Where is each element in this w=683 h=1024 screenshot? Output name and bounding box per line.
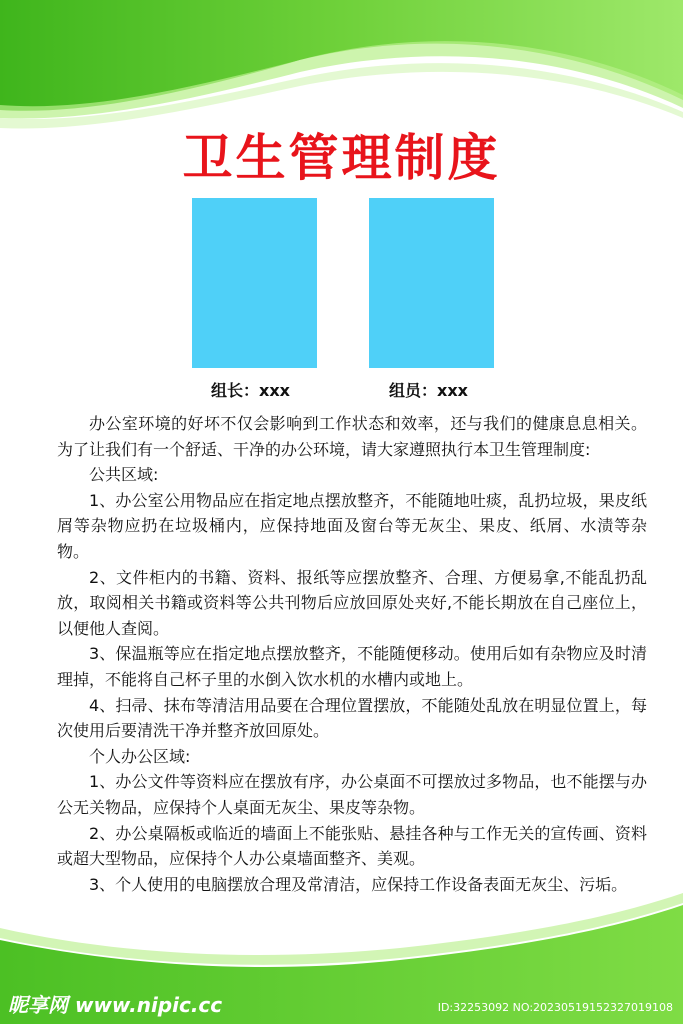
section-heading-public: 公共区域: xyxy=(89,465,159,485)
section-heading-personal: 个人办公区域: xyxy=(89,746,191,766)
public-rule-2: 2、文件柜内的书籍、资料、报纸等应摆放整齐、合理、方便易拿,不能乱扔乱放，取阅相关书籍或资料等公共刊物后应放回原处夹好,不能长期放在自己座位上，以便他人查阅。 xyxy=(57,567,647,638)
public-rule-4: 4、扫帚、抹布等清洁用品要在合理位置摆放，不能随处乱放在明显位置上，每次使用后要清洗干净并整齐放回原处。 xyxy=(57,695,647,741)
member-caption: 组员：xxx xyxy=(389,381,468,400)
public-rule-3: 3、保温瓶等应在指定地点摆放整齐，不能随便移动。使用后如有杂物应及时清理掉，不能将自己杯子里的水倒入饮水机的水槽内或地上。 xyxy=(57,644,647,689)
personal-rule-2: 2、办公桌隔板或临近的墙面上不能张贴、悬挂各种与工作无关的宣传画、资料或超大型物品，应保持个人办公桌墙面整齐、美观。 xyxy=(57,823,647,869)
leader-caption: 组长：xxx xyxy=(211,381,290,400)
leader-photo-placeholder xyxy=(192,198,317,368)
public-rule-1: 1、办公室公用物品应在指定地点摆放整齐，不能随地吐痰，乱扔垃圾，果皮纸屑等杂物应扔在垃圾桶内，应保持地面及窗台等无灰尘、果皮、纸屑、水渍等杂物。 xyxy=(57,490,647,561)
watermark-logo: 昵享网 www.nipic.cc xyxy=(8,993,223,1017)
watermark-id: ID:32253092 NO:20230519152327019108 xyxy=(437,1001,673,1014)
rules-text xyxy=(57,411,647,897)
paragraph-intro: 办公室环境的好坏不仅会影响到工作状态和效率，还与我们的健康息息相关。为了让我们有一个舒适、干净的办公环境，请大家遵照执行本卫生管理制度: xyxy=(57,414,647,459)
personal-rule-3: 3、个人使用的电脑摆放合理及常清洁，应保持工作设备表面无灰尘、污垢。 xyxy=(89,874,628,894)
member-photo-placeholder xyxy=(369,198,494,368)
page-title: 卫生管理制度 xyxy=(182,129,501,187)
personal-rule-1: 1、办公文件等资料应在摆放有序，办公桌面不可摆放过多物品，也不能摆与办公无关物品，应保持个人桌面无灰尘、果皮等杂物。 xyxy=(57,772,647,817)
